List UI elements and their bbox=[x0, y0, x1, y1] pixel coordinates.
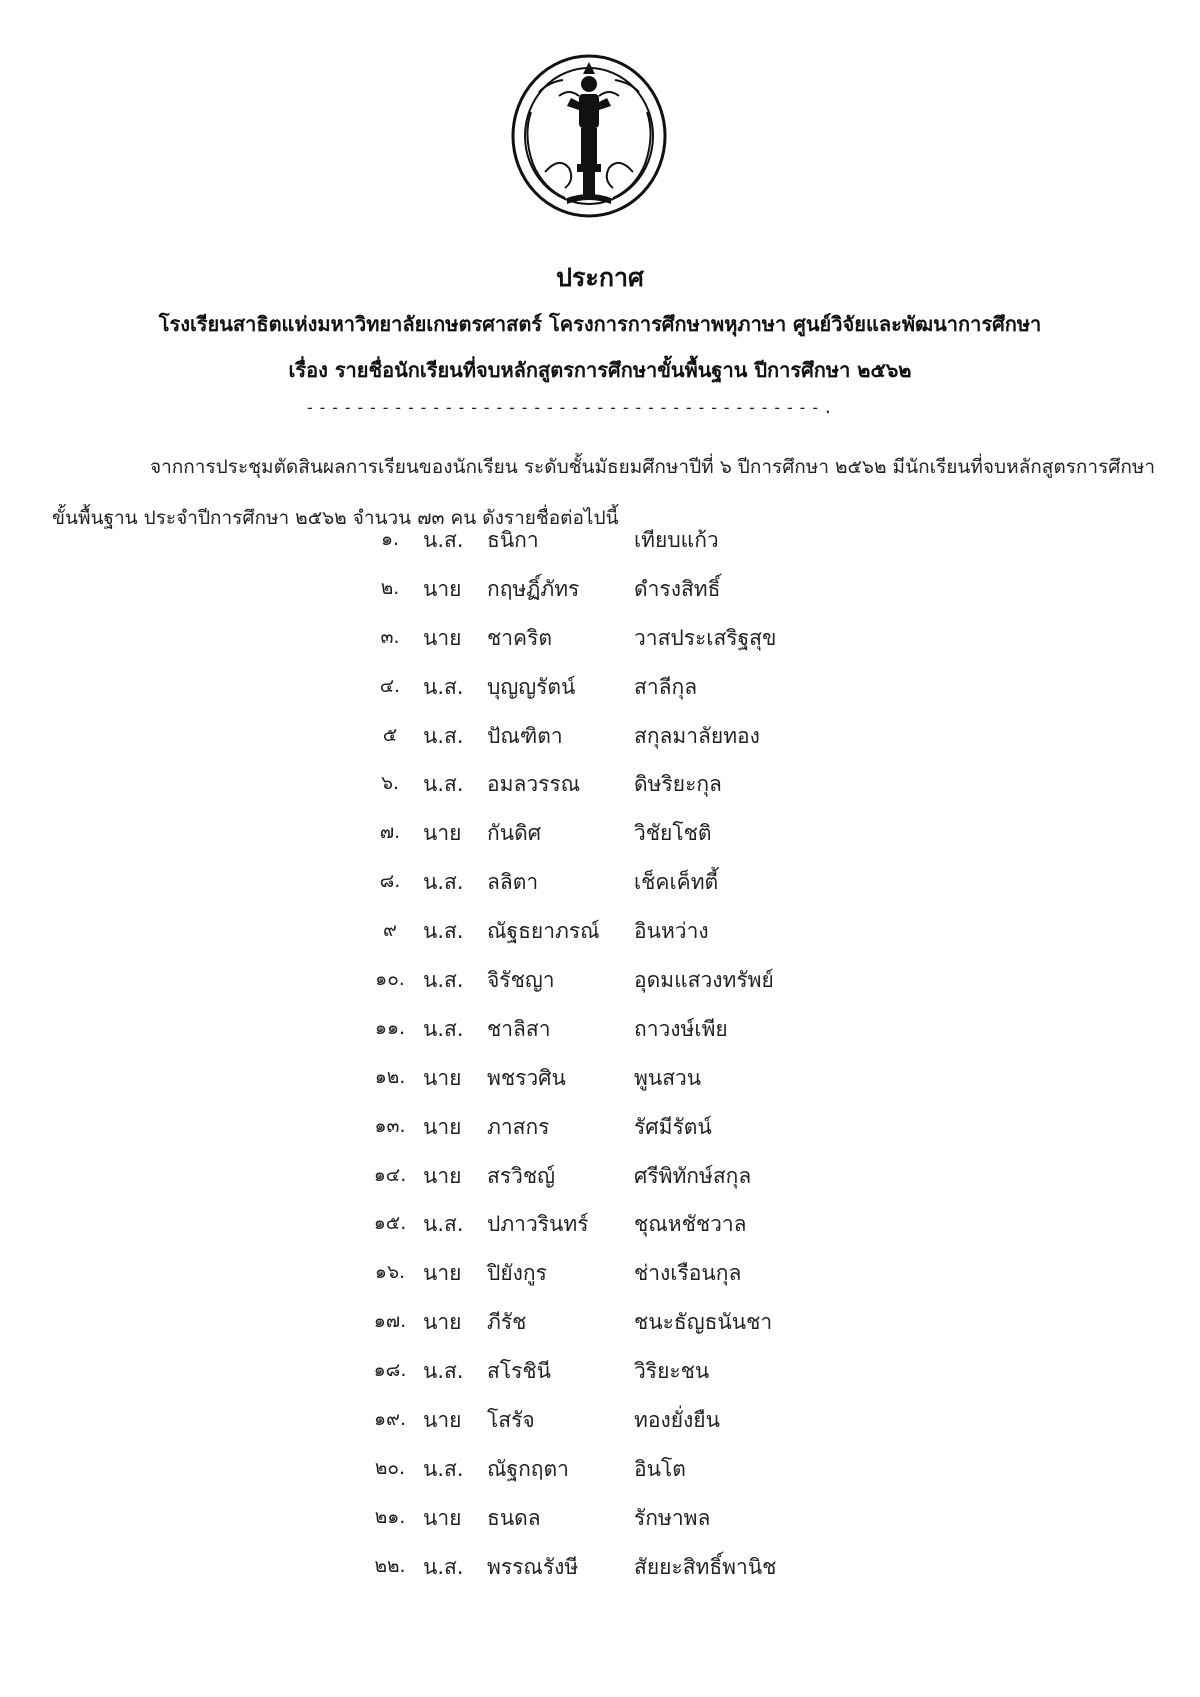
student-last-name: อุดมแสวงทรัพย์ bbox=[634, 968, 774, 993]
student-first-name: ธนิกา bbox=[487, 528, 539, 552]
student-first-name: จิรัชญา bbox=[487, 968, 555, 993]
student-first-name: พรรณรังษี bbox=[487, 1554, 579, 1579]
student-prefix: นาย bbox=[423, 1114, 462, 1139]
student-prefix: นาย bbox=[423, 625, 462, 650]
student-prefix: น.ส. bbox=[423, 1016, 464, 1041]
student-number: ๑๓. bbox=[374, 1114, 406, 1137]
student-number: ๗. bbox=[379, 821, 401, 844]
student-first-name: ภาสกร bbox=[487, 1114, 550, 1139]
student-prefix: นาย bbox=[423, 1163, 462, 1188]
student-prefix: นาย bbox=[423, 1261, 462, 1286]
student-prefix: นาย bbox=[423, 576, 462, 601]
student-first-name: อมลวรรณ bbox=[487, 772, 581, 797]
student-number: ๑. bbox=[380, 528, 400, 550]
student-number: ๑๔. bbox=[373, 1163, 407, 1186]
organization-name: โรงเรียนสาธิตแห่งมหาวิทยาลัยเกษตรศาสตร์ โครงการการศึกษาพหุภาษา ศูนย์วิจัยและพัฒนาการศึกษา bbox=[158, 312, 1042, 336]
separator-line: -----------------------------------------. bbox=[305, 398, 836, 417]
student-prefix: น.ส. bbox=[423, 1212, 464, 1237]
student-first-name: สรวิชญ์ bbox=[487, 1163, 556, 1188]
student-last-name: ชนะธัญธนันชา bbox=[634, 1310, 773, 1335]
student-last-name: พูนสวน bbox=[634, 1065, 702, 1090]
student-first-name: บุญญรัตน์ bbox=[487, 674, 576, 699]
student-last-name: ดิษริยะกุล bbox=[634, 772, 722, 797]
student-number: ๑๗. bbox=[373, 1310, 407, 1333]
student-number: ๕ bbox=[382, 723, 398, 746]
student-last-name: เช็คเค็ทตี้ bbox=[634, 870, 719, 895]
student-last-name: สกุลมาลัยทอง bbox=[634, 723, 760, 748]
student-number: ๒. bbox=[380, 576, 400, 599]
student-last-name: สัยยะสิทธิ์พานิช bbox=[634, 1554, 777, 1579]
student-prefix: น.ส. bbox=[423, 919, 464, 944]
student-last-name: ถาวงษ์เพีย bbox=[634, 1016, 728, 1041]
announcement-title: ประกาศ bbox=[556, 263, 644, 292]
student-prefix: น.ส. bbox=[423, 870, 464, 895]
student-prefix: นาย bbox=[423, 1408, 462, 1433]
student-prefix: น.ส. bbox=[423, 772, 464, 797]
student-last-name: รักษาพล bbox=[634, 1505, 711, 1530]
student-last-name: รัศมีรัตน์ bbox=[634, 1114, 712, 1139]
student-first-name: โสรัจ bbox=[487, 1408, 535, 1433]
student-first-name: ธนดล bbox=[487, 1505, 541, 1530]
student-first-name: กฤษฏิ์ภัทร bbox=[487, 576, 580, 601]
student-first-name: กันดิศ bbox=[487, 821, 542, 846]
intro-paragraph bbox=[52, 442, 1156, 544]
announcement-subject: เรื่อง รายชื่อนักเรียนที่จบหลักสูตรการศึกษาขั้นพื้นฐาน ปีการศึกษา ๒๕๖๒ bbox=[288, 358, 912, 382]
student-number: ๔. bbox=[379, 674, 401, 697]
student-last-name: ช่างเรือนกุล bbox=[634, 1261, 742, 1286]
student-prefix: น.ส. bbox=[423, 528, 464, 552]
student-last-name: สาลีกุล bbox=[634, 674, 698, 699]
student-last-name: ดำรงสิทธิ์ bbox=[634, 576, 721, 601]
student-prefix: น.ส. bbox=[423, 1554, 464, 1579]
student-prefix: นาย bbox=[423, 821, 462, 846]
student-number: ๑๑. bbox=[374, 1016, 406, 1039]
student-prefix: นาย bbox=[423, 1065, 462, 1090]
student-first-name: ลลิตา bbox=[487, 870, 539, 895]
student-prefix: น.ส. bbox=[423, 674, 464, 699]
student-number: ๑๕. bbox=[373, 1212, 407, 1235]
student-last-name: อินหว่าง bbox=[634, 919, 709, 944]
student-number: ๒๒. bbox=[374, 1554, 406, 1577]
student-first-name: ณัฐธยาภรณ์ bbox=[487, 919, 600, 944]
student-last-name: ชุณหชัชวาล bbox=[634, 1212, 747, 1237]
student-number: ๙ bbox=[383, 919, 397, 942]
student-first-name: ชาคริต bbox=[487, 625, 553, 650]
student-first-name: สโรชินี bbox=[487, 1359, 551, 1384]
student-number: ๑๖. bbox=[374, 1261, 406, 1284]
student-first-name: ณัฐกฤตา bbox=[487, 1456, 569, 1481]
student-prefix: นาย bbox=[423, 1310, 462, 1335]
student-number: ๖. bbox=[380, 772, 400, 795]
intro-paragraph-text: จากการประชุมตัดสินผลการเรียนของนักเรียน ระดับชั้นมัธยมศึกษาปีที่ ๖ ปีการศึกษา ๒๕๖๒ มีนักเรียนที่จบหลักสูตรการศึกษาขั้นพื้นฐาน ประจำปีการศึกษา ๒๕๖๒ จำนวน ๗๓ คน ดังรายชื่อต่อไปนี้ bbox=[52, 456, 1156, 529]
student-first-name: ปิยังกูร bbox=[487, 1261, 547, 1286]
student-last-name: วิชัยโชติ bbox=[634, 821, 712, 846]
student-prefix: น.ส. bbox=[423, 968, 464, 993]
student-number: ๑๒. bbox=[374, 1065, 406, 1088]
student-number: ๑๙. bbox=[373, 1408, 407, 1431]
student-first-name: ปภาวรินทร์ bbox=[487, 1212, 589, 1237]
student-last-name: อินโต bbox=[634, 1456, 686, 1481]
student-last-name: วิริยะชน bbox=[634, 1359, 710, 1384]
student-number: ๘. bbox=[379, 870, 401, 893]
student-last-name: วาสประเสริฐสุข bbox=[634, 625, 777, 650]
student-prefix: นาย bbox=[423, 1505, 462, 1530]
student-first-name: ภีรัช bbox=[487, 1310, 527, 1335]
student-prefix: น.ส. bbox=[423, 1359, 464, 1384]
student-prefix: น.ส. bbox=[423, 1456, 464, 1481]
student-number: ๑๐. bbox=[375, 968, 405, 991]
student-number: ๒๐. bbox=[374, 1456, 406, 1479]
university-seal-emblem bbox=[509, 52, 669, 220]
student-last-name: ทองยั่งยืน bbox=[634, 1408, 720, 1433]
student-first-name: ชาลิสา bbox=[487, 1016, 551, 1041]
student-last-name: เทียบแก้ว bbox=[634, 528, 719, 552]
student-first-name: ปัณฑิตา bbox=[487, 723, 563, 748]
student-number: ๑๘. bbox=[373, 1359, 407, 1382]
student-first-name: พชรวศิน bbox=[487, 1065, 566, 1090]
student-number: ๓. bbox=[380, 625, 400, 648]
student-prefix: น.ส. bbox=[423, 723, 464, 748]
student-last-name: ศรีพิทักษ์สกุล bbox=[634, 1163, 752, 1188]
student-number: ๒๑. bbox=[374, 1505, 406, 1528]
